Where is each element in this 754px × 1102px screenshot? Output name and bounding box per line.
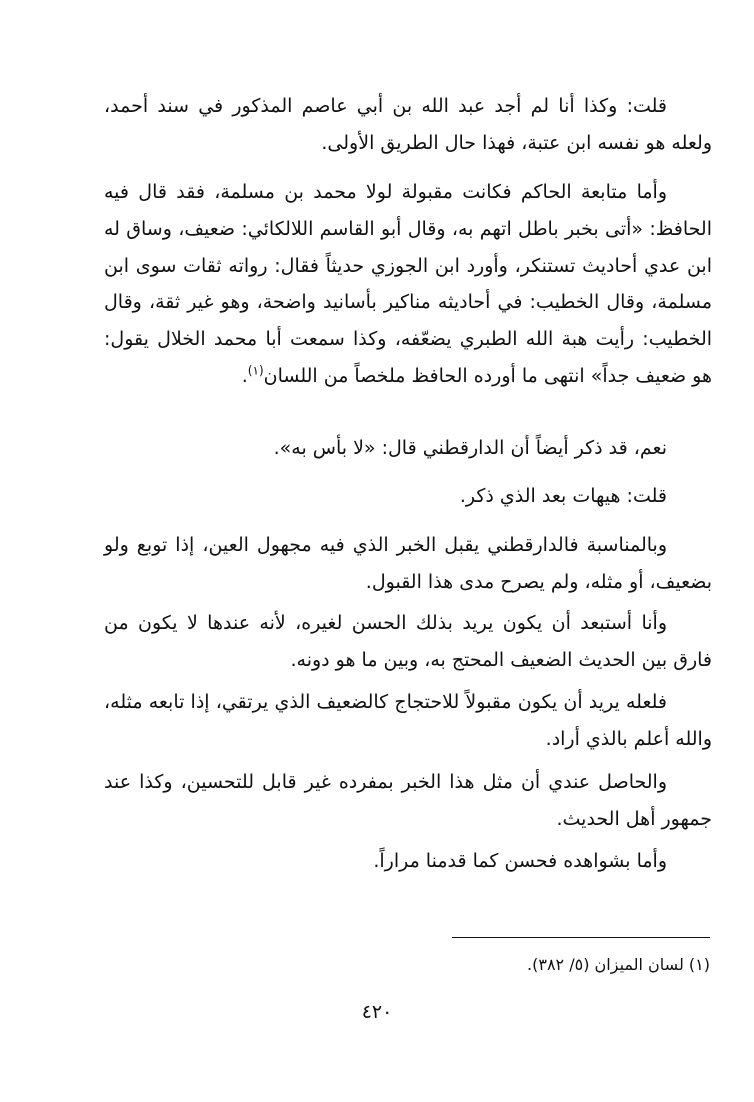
paragraph-line: ثقات سوى ابن مسلمة، وقال الخطيب: في أحاديثه مناكير بأسانيد واضحة، bbox=[104, 254, 713, 314]
paragraph-line: محمد الخلال يقول: هو ضعيف جداً» انتهى ما أورده الحافظ ملخصاً من bbox=[104, 328, 712, 387]
paragraph-line: ولو بضعيف، أو مثله، ولم يصرح مدى هذا القبول. bbox=[104, 534, 712, 593]
paragraph-text bbox=[104, 478, 712, 515]
paragraph-line: الحافظ: «أتى بخبر باطل اتهم به، وقال أبو القاسم اللالكائي: ضعيف، bbox=[178, 217, 712, 240]
paragraph-line: من فارق بين الحديث الضعيف المحتج به، وبين ما هو دونه. bbox=[104, 612, 712, 671]
paragraph-line: قلت: هيهات بعد الذي ذكر. bbox=[459, 485, 667, 507]
page-number: ٤٢٠ bbox=[361, 1001, 393, 1023]
paragraph-text bbox=[104, 174, 712, 395]
paragraph-text bbox=[104, 88, 712, 162]
paragraph-text bbox=[104, 764, 712, 838]
paragraph-line: والحاصل عندي أن مثل هذا الخبر بمفرده غير قابل للتحسين، وكذا bbox=[139, 771, 668, 793]
paragraph-7 bbox=[104, 684, 712, 758]
paragraph-line: نعم، قد ذكر أيضاً أن الدارقطني قال: «لا بأس به». bbox=[273, 437, 667, 459]
paragraph-line: فلعله يريد أن يكون مقبولاً للاحتجاج كالضعيف الذي يرتقي، إذا تابعه bbox=[148, 691, 668, 713]
footnote-text: (١) لسان الميزان (٥/ ٣٨٢). bbox=[527, 955, 710, 974]
paragraph-line: اللسان bbox=[263, 364, 318, 387]
paragraph-text bbox=[104, 605, 712, 679]
paragraph-1 bbox=[104, 88, 712, 162]
paragraph-line: وهو غير ثقة، وقال الخطيب: رأيت هبة الله الطبري يضعّفه، وكذا سمعت أبا bbox=[104, 291, 713, 351]
paragraph-9 bbox=[104, 843, 712, 880]
paragraph-6 bbox=[104, 605, 712, 679]
paragraph-line: وبالمناسبة فالدارقطني يقبل الخبر الذي فيه مجهول العين، إذا توبع bbox=[136, 534, 667, 556]
footnote-reference: (١) bbox=[247, 363, 264, 378]
paragraph-line: وأنا أستبعد أن يكون يريد بذلك الحسن لغيره، لأنه عندها لا يكون bbox=[138, 612, 667, 634]
paragraph-text bbox=[104, 843, 712, 880]
paragraph-text bbox=[104, 527, 712, 601]
paragraph-text bbox=[104, 430, 712, 467]
paragraph-line: قلت: وكذا أنا لم أجد عبد الله بن أبي عاصم المذكور في سند أحمد، bbox=[104, 95, 667, 117]
paragraph-4 bbox=[104, 478, 712, 515]
paragraph-line: ولعله هو نفسه ابن عتبة، فهذا حال الطريق الأولى. bbox=[321, 131, 712, 154]
paragraph-line: وأما بشواهده فحسن كما قدمنا مراراً. bbox=[373, 850, 667, 872]
paragraph-2 bbox=[104, 174, 712, 395]
paragraph-line-end: . bbox=[241, 364, 248, 387]
paragraph-line: وساق له ابن عدي أحاديث تستنكر، وأورد ابن الجوزي حديثاً فقال: رواته bbox=[104, 217, 712, 277]
footnote bbox=[300, 952, 710, 978]
paragraph-3 bbox=[104, 430, 712, 467]
paragraph-line: مثله، والله أعلم بالذي أراد. bbox=[104, 691, 712, 750]
paragraph-line: عند جمهور أهل الحديث. bbox=[104, 771, 712, 830]
paragraph-8 bbox=[104, 764, 712, 838]
paragraph-line: وأما متابعة الحاكم فكانت مقبولة لولا محمد بن مسلمة، فقد قال فيه bbox=[104, 181, 667, 203]
paragraph-5 bbox=[104, 527, 712, 601]
paragraph-text bbox=[104, 684, 712, 758]
footnote-separator bbox=[452, 937, 710, 938]
